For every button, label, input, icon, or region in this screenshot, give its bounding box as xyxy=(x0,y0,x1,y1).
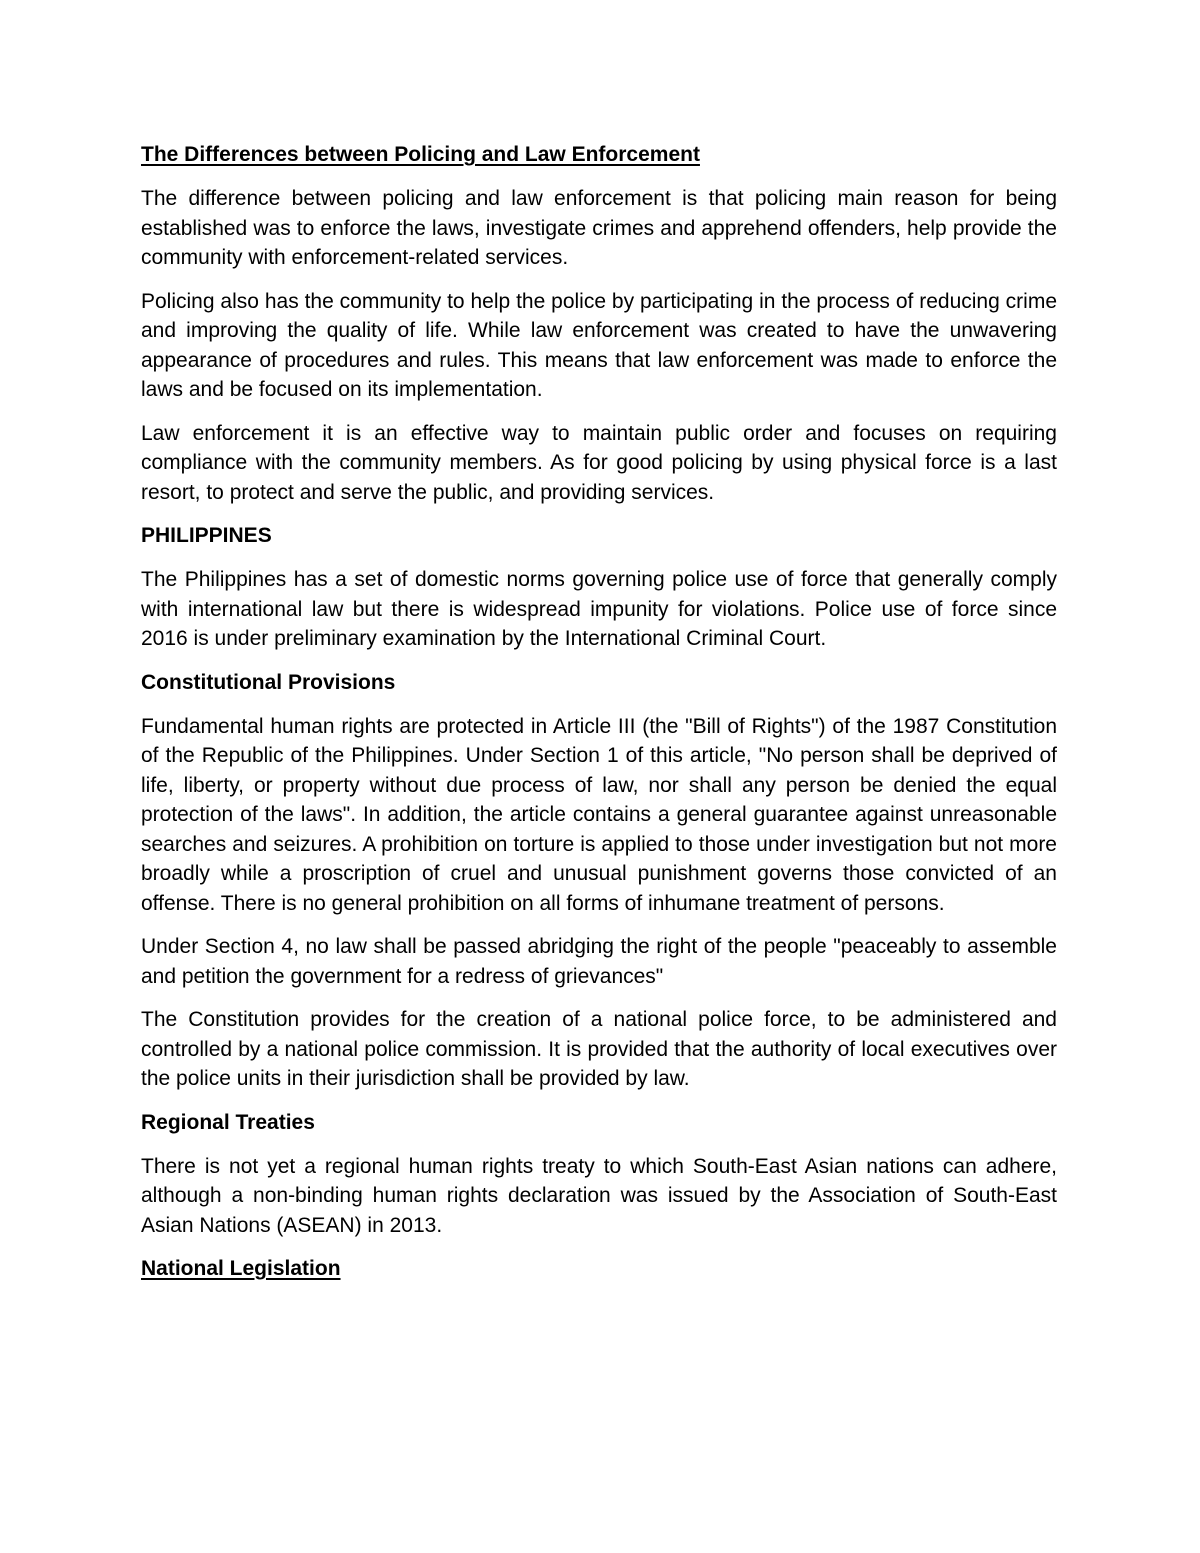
document-page xyxy=(141,140,1057,1298)
section-heading-philippines: PHILIPPINES xyxy=(141,524,272,547)
intro-paragraph-1: The difference between policing and law enforcement is that policing main reason for being established was to enforce the laws, investigate crimes and apprehend offenders, help provide the community with enforcement-related services. xyxy=(141,187,1057,269)
intro-paragraph-2: Policing also has the community to help the police by participating in the process of reducing crime and improving the quality of life. While law enforcement was created to have the unwavering appearance of procedures and rules. This means that law enforcement was made to enforce the laws and be focused on its implementation. xyxy=(141,289,1057,401)
philippines-paragraph: The Philippines has a set of domestic norms governing police use of force that generally comply with international law but there is widespread impunity for violations. Police use of force since 2016 is under preliminary examination by the International Criminal Court. xyxy=(141,568,1057,650)
constitutional-paragraph-3: The Constitution provides for the creation of a national police force, to be administered and controlled by a national police commission. It is provided that the authority of local executives over the police units in their jurisdiction shall be provided by law. xyxy=(141,1008,1057,1090)
constitutional-paragraph-2: Under Section 4, no law shall be passed abridging the right of the people "peaceably to assemble and petition the government for a redress of grievances" xyxy=(141,935,1057,988)
regional-paragraph: There is not yet a regional human rights treaty to which South-East Asian nations can adhere, although a non-binding human rights declaration was issued by the Association of South-East Asian Nations (ASEAN) in 2013. xyxy=(141,1154,1057,1237)
section-heading-regional-treaties: Regional Treaties xyxy=(141,1110,315,1134)
section-heading-constitutional-provisions: Constitutional Provisions xyxy=(141,670,396,694)
intro-paragraph-3: Law enforcement it is an effective way to maintain public order and focuses on requiring compliance with the community members. As for good policing by using physical force is a last resort, to protect and serve the public, and providing services. xyxy=(141,421,1057,504)
constitutional-paragraph-1: Fundamental human rights are protected in Article III (the "Bill of Rights") of the 1987 Constitution of the Republic of the Philippines. Under Section 1 of this article, "No person shall be deprived of life, liberty, or property without due process of law, nor shall any person be denied the equal protection of the laws". In addition, the article contains a general guarantee against unreasonable searches and seizures. A prohibition on torture is applied to those under investigation but not more broadly while a proscription of cruel and unusual punishment governs those convicted of an offense. There is no general prohibition on all forms of inhumane treatment of persons. xyxy=(141,714,1057,915)
document-title: The Differences between Policing and Law Enforcement xyxy=(141,143,700,166)
section-heading-national-legislation: National Legislation xyxy=(141,1257,341,1280)
